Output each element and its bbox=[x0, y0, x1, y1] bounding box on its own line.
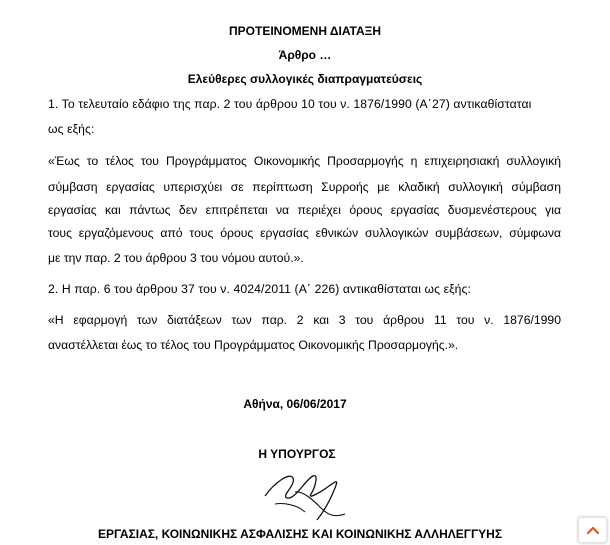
signature-scribble bbox=[235, 452, 375, 532]
paragraph-1-line-1: 1. Το τελευταίο εδάφιο της παρ. 2 του άρθρου 10 του ν. 1876/1990 (Α΄27) αντικαθίσταται bbox=[48, 97, 532, 111]
scroll-to-top-button[interactable] bbox=[578, 517, 607, 543]
quote-1-line-2: σύμβαση εργασίας υπερισχύει σε περίπτωση Συρροής με κλαδική συλλογική σύμβαση bbox=[48, 180, 561, 194]
quote-1-line-5: με την παρ. 2 του άρθρου 3 του νόμου αυτού.». bbox=[48, 251, 304, 265]
quote-1-line-3: εργασίας και πάντως δεν επιτρέπεται να περιέχει όρους εργασίας δυσμενέστερους για bbox=[48, 203, 561, 217]
article-title: Άρθρο … bbox=[278, 48, 332, 62]
quote-1-line-1: «Έως το τέλος του Προγράμματος Οικονομικής Προσαρμογής η επιχειρησιακή συλλογική bbox=[48, 154, 561, 168]
minister-title: Η ΥΠΟΥΡΓΟΣ bbox=[258, 447, 336, 461]
chevron-up-icon bbox=[586, 525, 600, 535]
quote-2-line-2: αναστέλλεται έως το τέλος του Προγράμματος Οικονομικής Προσαρμογής.». bbox=[48, 338, 459, 352]
paragraph-2-line-1: 2. Η παρ. 6 του άρθρου 37 του ν. 4024/2011 (Α΄ 226) αντικαθίσταται ως εξής: bbox=[48, 282, 471, 296]
paragraph-1-line-2: ως εξής: bbox=[48, 122, 95, 136]
article-subject: Ελεύθερες συλλογικές διαπραγματεύσεις bbox=[187, 72, 423, 86]
place-date: Αθήνα, 06/06/2017 bbox=[243, 397, 347, 411]
document-heading: ΠΡΟΤΕΙΝΟΜΕΝΗ ΔΙΑΤΑΞΗ bbox=[228, 24, 381, 38]
ministry-name: ΕΡΓΑΣΙΑΣ, ΚΟΙΝΩΝΙΚΗΣ ΑΣΦΑΛΙΣΗΣ ΚΑΙ ΚΟΙΝΩΝΙΚΗΣ ΑΛΛΗΛΕΓΓΥΗΣ bbox=[97, 527, 503, 541]
quote-1-line-4: τους εργαζόμενους από τους όρους εργασίας εθνικών συλλογικών συμβάσεων, σύμφωνα bbox=[48, 226, 561, 240]
quote-2-line-1: «Η εφαρμογή των διατάξεων των παρ. 2 και 3 του άρθρου 11 του ν. 1876/1990 bbox=[48, 313, 561, 327]
